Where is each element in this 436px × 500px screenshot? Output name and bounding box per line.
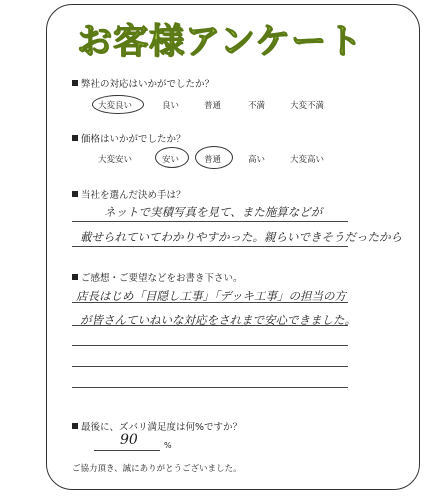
bullet-square-icon: [72, 191, 78, 197]
satisfaction-value: 90: [120, 432, 138, 448]
handwritten-answer-line: が皆さんていねいな対応をされまで安心できました。: [80, 313, 356, 327]
handwritten-answer-line: 載せられていてわかりやすかった。親らいできそうだったから: [80, 230, 402, 244]
option-q1-2[interactable]: 良い: [162, 101, 180, 111]
answer-line: [72, 345, 348, 346]
answer-line: [72, 387, 348, 388]
option-q2-4[interactable]: 高い: [248, 155, 266, 165]
survey-title: お客様アンケート: [77, 22, 363, 62]
option-q2-3[interactable]: 普通: [204, 155, 222, 165]
question-price: 価格はいかがでしたか？: [72, 131, 186, 145]
option-q2-5[interactable]: 大変高い: [290, 155, 325, 165]
option-q1-4[interactable]: 不満: [248, 101, 266, 111]
bullet-square-icon: [72, 274, 78, 280]
answer-line: [72, 246, 348, 247]
option-q1-5[interactable]: 大変不満: [290, 101, 325, 111]
answer-line: [72, 366, 348, 367]
option-q2-2[interactable]: 安い: [162, 155, 180, 165]
answer-line: [94, 450, 160, 451]
answer-line: [72, 221, 348, 222]
percent-unit: %: [164, 441, 172, 450]
bullet-square-icon: [72, 135, 78, 141]
option-q2-1[interactable]: 大変安い: [98, 155, 133, 165]
bullet-square-icon: [72, 423, 78, 429]
handwritten-answer-line: ネットで実積写真を見て、また施算などが: [104, 205, 323, 219]
option-q1-3[interactable]: 普通: [204, 101, 222, 111]
question-satisfaction: 最後に、ズバリ満足度は何%ですか？: [72, 419, 242, 433]
question-reason: 当社を選んだ決め手は？: [72, 187, 186, 201]
question-service: 弊社の対応はいかがでしたか？: [72, 76, 214, 90]
question-comments: ご感想・ご要望などをお書き下さい。: [72, 270, 243, 284]
handwritten-answer-line: 店長はじめ「目隠し工事」「デッキ工事」の担当の方: [76, 289, 347, 303]
bullet-square-icon: [72, 80, 78, 86]
answer-line: [72, 302, 348, 303]
option-q1-1[interactable]: 大変良い: [98, 101, 133, 111]
answer-line: [72, 325, 348, 326]
thank-you-note: ご協力頂き、誠にありがとうございました。: [72, 464, 242, 474]
